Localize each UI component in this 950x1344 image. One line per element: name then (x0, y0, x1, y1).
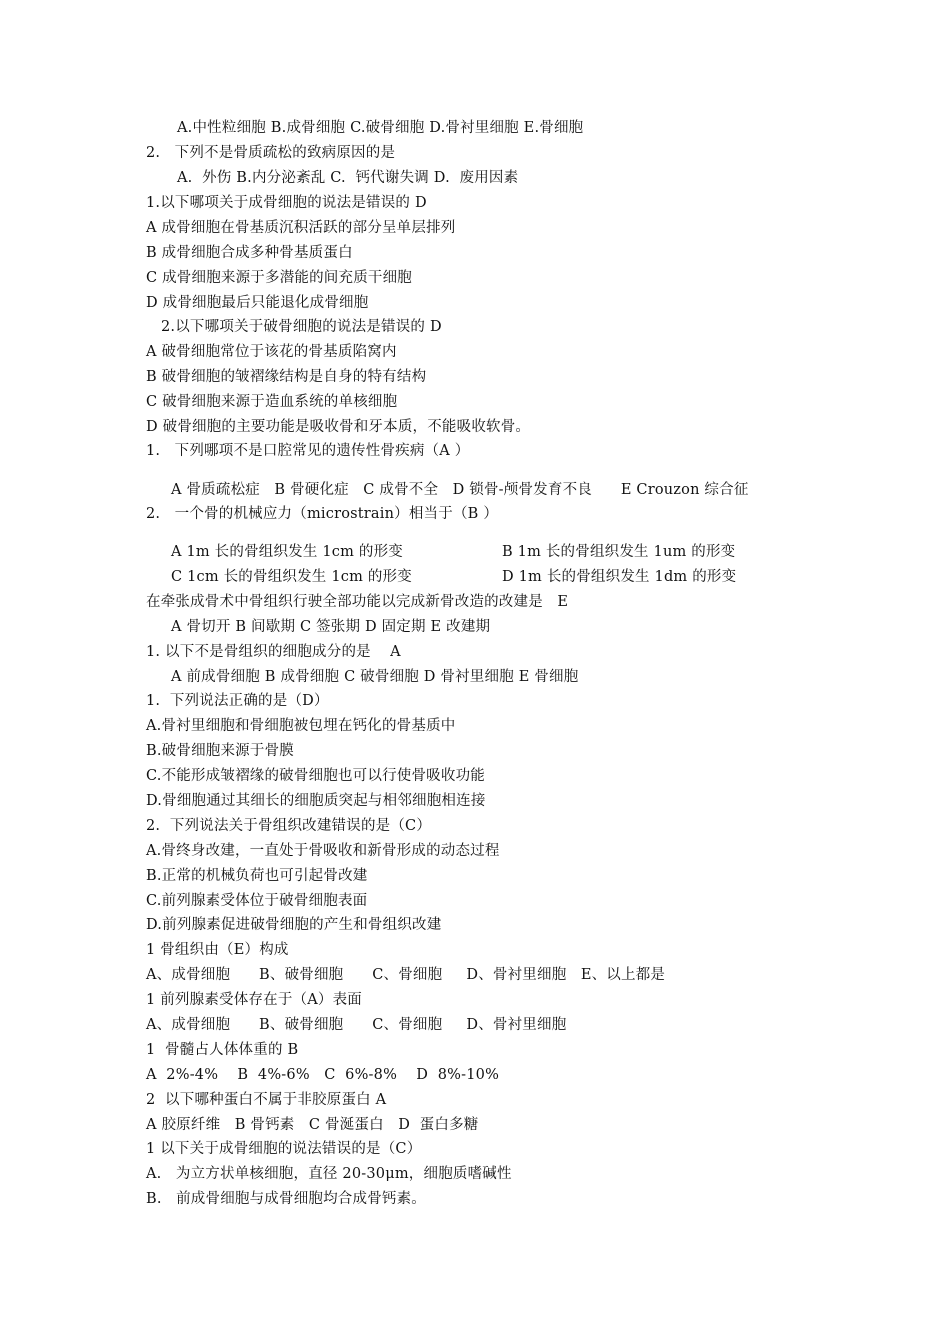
text-line: A 1m 长的骨组织发生 1cm 的形变 (171, 544, 403, 560)
text-line: D.前列腺素促进破骨细胞的产生和骨组织改建 (146, 917, 442, 933)
text-line: 2. 下列说法关于骨组织改建错误的是（C） (146, 818, 432, 834)
text-line: 1 前列腺素受体存在于（A）表面 (146, 992, 363, 1008)
text-line: 1. 以下不是骨组织的细胞成分的是 A (146, 644, 401, 660)
text-line: 1 以下关于成骨细胞的说法错误的是（C） (146, 1141, 422, 1157)
text-line: A. 为立方状单核细胞，直径 20-30μm，细胞质嗜碱性 (146, 1166, 512, 1182)
text-line: C.前列腺素受体位于破骨细胞表面 (146, 893, 368, 909)
text-line: A. 外伤 B.内分泌紊乱 C. 钙代谢失调 D. 废用因素 (177, 170, 519, 186)
text-line: 1. 下列哪项不是口腔常见的遗传性骨疾病（A ） (146, 443, 470, 459)
text-line: C 破骨细胞来源于造血系统的单核细胞 (146, 394, 398, 410)
text-line: 1. 下列说法正确的是（D） (146, 693, 329, 709)
text-line: 1.以下哪项关于成骨细胞的说法是错误的 D (146, 195, 427, 211)
text-line: B 成骨细胞合成多种骨基质蛋白 (146, 245, 353, 261)
text-line: 2. 下列不是骨质疏松的致病原因的是 (146, 145, 396, 161)
text-line: B.正常的机械负荷也可引起骨改建 (146, 868, 368, 884)
text-line: D 1m 长的骨组织发生 1dm 的形变 (502, 569, 737, 585)
text-line: A 破骨细胞常位于该花的骨基质陷窝内 (146, 344, 397, 360)
text-line: C 成骨细胞来源于多潜能的间充质干细胞 (146, 270, 413, 286)
text-line: A、成骨细胞 B、破骨细胞 C、骨细胞 D、骨衬里细胞 (146, 1017, 567, 1033)
text-line: D.骨细胞通过其细长的细胞质突起与相邻细胞相连接 (146, 793, 486, 809)
text-line: 2 以下哪种蛋白不属于非胶原蛋白 A (146, 1092, 387, 1108)
text-line: A.中性粒细胞 B.成骨细胞 C.破骨细胞 D.骨衬里细胞 E.骨细胞 (177, 120, 584, 136)
text-line: B.破骨细胞来源于骨膜 (146, 743, 294, 759)
text-line: C.不能形成皱褶缘的破骨细胞也可以行使骨吸收功能 (146, 768, 485, 784)
text-line: A 前成骨细胞 B 成骨细胞 C 破骨细胞 D 骨衬里细胞 E 骨细胞 (171, 669, 579, 685)
text-line: A.骨终身改建，一直处于骨吸收和新骨形成的动态过程 (146, 843, 500, 859)
text-line: A 胶原纤维 B 骨钙素 C 骨涎蛋白 D 蛋白多糖 (146, 1117, 479, 1133)
text-line: D 成骨细胞最后只能退化成骨细胞 (146, 295, 369, 311)
text-line: A 骨质疏松症 B 骨硬化症 C 成骨不全 D 锁骨-颅骨发育不良 E Crouzon 综合征 (171, 482, 749, 498)
text-line: B 破骨细胞的皱褶缘结构是自身的特有结构 (146, 369, 427, 385)
text-line: A 成骨细胞在骨基质沉积活跃的部分呈单层排列 (146, 220, 456, 236)
text-line: 1 骨髓占人体体重的 B (146, 1042, 299, 1058)
text-line: A.骨衬里细胞和骨细胞被包埋在钙化的骨基质中 (146, 718, 456, 734)
text-line: 在牵张成骨术中骨组织行驶全部功能以完成新骨改造的改建是 E (146, 594, 569, 610)
text-line: B 1m 长的骨组织发生 1um 的形变 (502, 544, 736, 560)
text-line: 2. 一个骨的机械应力（microstrain）相当于（B ） (146, 506, 499, 522)
text-line: 2.以下哪项关于破骨细胞的说法是错误的 D (161, 319, 442, 335)
text-line: C 1cm 长的骨组织发生 1cm 的形变 (171, 569, 412, 585)
text-line: B. 前成骨细胞与成骨细胞均合成骨钙素。 (146, 1191, 426, 1207)
text-line: D 破骨细胞的主要功能是吸收骨和牙本质，不能吸收软骨。 (146, 419, 531, 435)
text-line: A 2%-4% B 4%-6% C 6%-8% D 8%-10% (146, 1067, 500, 1083)
text-line: 1 骨组织由（E）构成 (146, 942, 289, 958)
text-line: A、成骨细胞 B、破骨细胞 C、骨细胞 D、骨衬里细胞 E、以上都是 (146, 967, 666, 983)
text-line: A 骨切开 B 间歇期 C 签张期 D 固定期 E 改建期 (171, 619, 491, 635)
